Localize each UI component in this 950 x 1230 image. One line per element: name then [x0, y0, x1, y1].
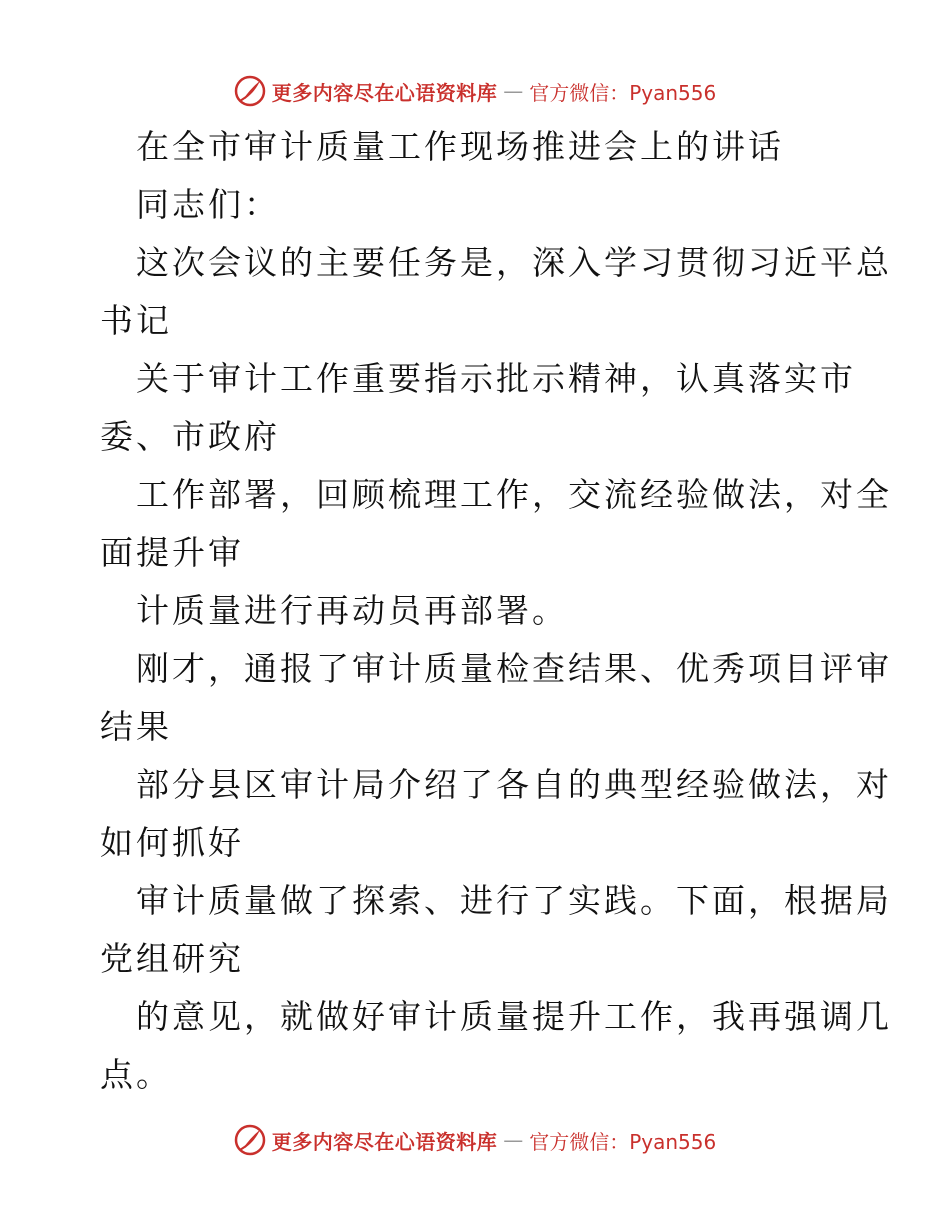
paragraph-line: 关于审计工作重要指示批示精神，认真落实市 — [136, 359, 856, 398]
paragraph-line: 工作部署，回顾梳理工作，交流经验做法，对全 — [136, 475, 892, 514]
paragraph-line: 结果 — [100, 707, 172, 746]
watermark-brand-text: 更多内容尽在心语资料库 — [271, 80, 498, 105]
watermark-footer — [0, 1120, 950, 1160]
paragraph-line: 刚才，通报了审计质量检查结果、优秀项目评审 — [136, 649, 892, 688]
quill-logo-icon — [234, 75, 266, 107]
paragraph-line: 委、市政府 — [100, 417, 280, 456]
watermark-separator: — — [503, 1128, 524, 1152]
paragraph-line: 这次会议的主要任务是，深入学习贯彻习近平总 — [136, 243, 892, 282]
watermark-wechat-text: 官方微信：Pyan556 — [529, 80, 717, 105]
paragraph-line: 点。 — [100, 1055, 172, 1094]
watermark-wechat-text: 官方微信：Pyan556 — [529, 1129, 717, 1154]
watermark-brand-text: 更多内容尽在心语资料库 — [271, 1129, 498, 1154]
paragraph-line: 同志们： — [136, 185, 280, 224]
paragraph-line: 面提升审 — [100, 533, 244, 572]
watermark-header — [0, 71, 950, 111]
quill-logo-icon — [234, 1124, 266, 1156]
watermark-separator: — — [503, 79, 524, 103]
paragraph-line: 如何抓好 — [100, 823, 244, 862]
paragraph-line: 审计质量做了探索、进行了实践。下面，根据局 — [136, 881, 892, 920]
paragraph-line: 计质量进行再动员再部署。 — [136, 591, 568, 630]
paragraph-line: 党组研究 — [100, 939, 244, 978]
paragraph-line: 的意见，就做好审计质量提升工作，我再强调几 — [136, 997, 892, 1036]
paragraph-line: 书记 — [100, 301, 172, 340]
document-title: 在全市审计质量工作现场推进会上的讲话 — [136, 127, 784, 166]
document-body — [100, 118, 892, 1104]
paragraph-line: 部分县区审计局介绍了各自的典型经验做法，对 — [136, 765, 892, 804]
